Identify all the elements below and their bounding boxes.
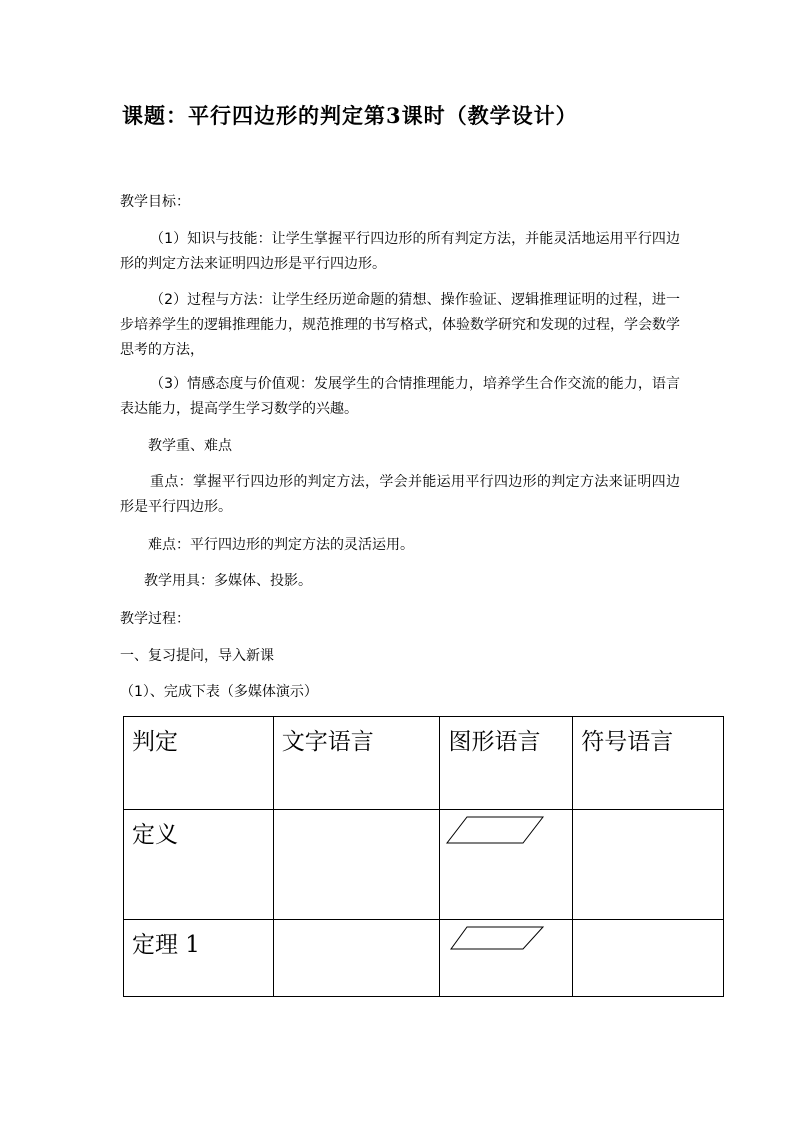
difficult-point: 难点：平行四边形的判定方法的灵活运用。 (148, 537, 414, 553)
goals-heading: 教学目标： (120, 194, 190, 210)
header-symbol-language: 符号语言 (573, 717, 724, 810)
row-label: 定义 (124, 810, 274, 920)
goal-knowledge: （1）知识与技能：让学生掌握平行四边形的所有判定方法，并能灵活地运用平行四边形的判定方法来证明四边形是平行四边形。 (120, 231, 680, 272)
tools-line: 教学用具：多媒体、投影。 (144, 573, 312, 589)
key-heading: 教学重、难点 (148, 438, 232, 454)
judgment-table (123, 716, 724, 997)
row-label: 定理 1 (124, 920, 274, 997)
process-heading: 教学过程： (120, 611, 190, 627)
table-header-row (124, 717, 724, 810)
text-language-cell[interactable] (273, 920, 440, 997)
header-figure-language: 图形语言 (440, 717, 573, 810)
symbol-language-cell[interactable] (573, 810, 724, 920)
figure-language-cell (440, 810, 573, 920)
header-text-language: 文字语言 (273, 717, 440, 810)
parallelogram-icon (445, 815, 545, 845)
key-point: 重点：掌握平行四边形的判定方法，学会并能运用平行四边形的判定方法来证明四边形是平行四边形。 (120, 474, 680, 515)
header-judgment: 判定 (124, 717, 274, 810)
figure-language-cell (440, 920, 573, 997)
table-row (124, 810, 724, 920)
goal-process: （2）过程与方法：让学生经历逆命题的猜想、操作验证、逻辑推理证明的过程，进一步培养学生的逻辑推理能力，规范推理的书写格式，体验数学研究和发现的过程，学会数学思考的方法， (120, 292, 680, 358)
symbol-language-cell[interactable] (573, 920, 724, 997)
parallelogram-icon (445, 925, 545, 953)
goal-attitude: （3）情感态度与价值观：发展学生的合情推理能力，培养学生合作交流的能力，语言表达能力，提高学生学习数学的兴趣。 (120, 376, 680, 417)
page-title: 课题：平行四边形的判定第3课时（教学设计） (122, 103, 578, 128)
text-language-cell[interactable] (273, 810, 440, 920)
section-heading: 一、复习提问，导入新课 (120, 648, 274, 664)
table-row (124, 920, 724, 997)
step-heading: （1）、完成下表（多媒体演示） (120, 684, 318, 700)
